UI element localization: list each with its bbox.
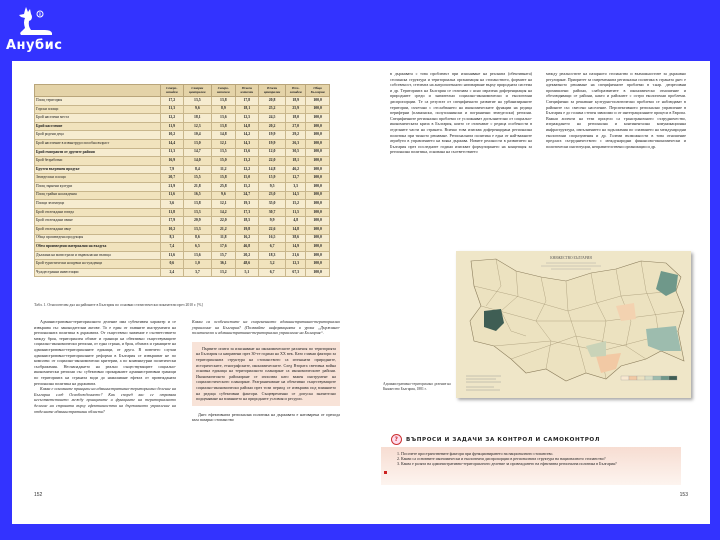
table-cell: 19,8 [235, 225, 258, 234]
table-cell: 13,8 [183, 200, 211, 209]
table-cell: 14,8 [259, 165, 286, 174]
table-row [35, 260, 330, 269]
table-cell: 100,0 [306, 97, 330, 106]
row-label: Брой отглеждани овце [35, 225, 161, 234]
table-cell: 16,5 [183, 191, 211, 200]
row-label: Брутен вътрешен продукт [35, 165, 161, 174]
table-cell: 27,0 [286, 122, 306, 131]
table-row [35, 139, 330, 148]
table-row [35, 174, 330, 183]
table-cell: 21,6 [286, 251, 306, 260]
table-row [35, 131, 330, 140]
table-header-cell: Южен източен [235, 85, 258, 97]
table-cell: 15,2 [235, 182, 258, 191]
table-cell: 6,7 [259, 243, 286, 252]
table-cell: 18,3 [259, 251, 286, 260]
table-cell: 15,2 [286, 200, 306, 209]
table-cell: 7,9 [161, 165, 184, 174]
row-label: Обем произведени материални на въздуха [35, 243, 161, 252]
table-header-cell: Северен централен [183, 85, 211, 97]
table-cell: 17,8 [235, 97, 258, 106]
table-cell: 100,0 [306, 131, 330, 140]
table-cell: 13,6 [235, 148, 258, 157]
table-cell: 100,0 [306, 165, 330, 174]
table-cell: 13,2 [235, 157, 258, 166]
row-label: Дължина на магистрали и първокласни пътища [35, 251, 161, 260]
table-cell: 100,0 [306, 182, 330, 191]
table-cell: 100,0 [306, 225, 330, 234]
table-cell: 15,0 [235, 174, 258, 183]
table-cell: 19,9 [259, 131, 286, 140]
table-cell: 24,5 [259, 114, 286, 123]
table-cell: 12,3 [286, 260, 306, 269]
table-row [35, 251, 330, 260]
logo-text: Анубис [6, 38, 63, 53]
row-label: Брой емигранти от другите райони [35, 148, 161, 157]
table-cell: 20,2 [259, 122, 286, 131]
italic-question-paragraph: Какви са особеностите на съвременното административно-териториално управление на България? (Ползвайте информацията в урока „Държавно-политическо и административно-териториално управление на България“. [192, 319, 340, 336]
table-cell: 15,7 [212, 251, 236, 260]
table-cell: 20,9 [183, 217, 211, 226]
table-row [35, 234, 330, 243]
table-cell: 100,0 [306, 217, 330, 226]
table-cell: 100,0 [306, 114, 330, 123]
questions-heading [391, 434, 600, 445]
table-cell: 17,9 [161, 217, 184, 226]
row-label: Брой населени места [35, 114, 161, 123]
row-label: Брой население [35, 122, 161, 131]
table-row [35, 191, 330, 200]
questions-box [381, 447, 681, 485]
table-cell: 100,0 [306, 243, 330, 252]
table-header-cell: Южен централен [259, 85, 286, 97]
red-square-marker-icon [384, 471, 387, 474]
table-cell: 8,9 [212, 105, 236, 114]
table-cell: 14,8 [235, 122, 258, 131]
historical-map-bulgaria [456, 251, 691, 398]
table-cell: 14,8 [212, 131, 236, 140]
table-cell: 11,3 [161, 148, 184, 157]
table-cell: 0,6 [161, 260, 184, 269]
row-label: Площи зеленчуци [35, 200, 161, 209]
table-cell: 17,2 [161, 97, 184, 106]
table-cell: 2,4 [161, 268, 184, 277]
table-cell: 4,8 [286, 217, 306, 226]
left-column-2 [192, 319, 340, 423]
table-cell: 18,5 [235, 217, 258, 226]
table-cell: 35,0 [259, 200, 286, 209]
table-cell: 7,4 [161, 243, 184, 252]
table-cell: 100,0 [306, 174, 330, 183]
table-cell: 14,2 [235, 131, 258, 140]
table-row [35, 200, 330, 209]
table-row [35, 165, 330, 174]
map-title: КНЯЖЕСТВО БЪЛГАРИЯ [550, 256, 592, 260]
table-cell: 18,1 [286, 157, 306, 166]
table-cell: 14,4 [161, 139, 184, 148]
table-cell: 15,0 [212, 157, 236, 166]
table-cell: 12,1 [212, 139, 236, 148]
table-row [35, 97, 330, 106]
table-cell: 10,4 [183, 131, 211, 140]
table-cell: 38,6 [286, 234, 306, 243]
table-cell: 14,8 [286, 225, 306, 234]
table-cell: 8,4 [183, 165, 211, 174]
row-label: Брой безработни [35, 157, 161, 166]
map-illustration [456, 251, 691, 398]
table-cell: 100,0 [306, 157, 330, 166]
table-cell: 100,0 [306, 234, 330, 243]
table-cell: 13,5 [183, 97, 211, 106]
table-cell: 9,5 [259, 182, 286, 191]
table-cell: 20,8 [259, 97, 286, 106]
table-body [35, 97, 330, 277]
table-cell: 13,8 [212, 97, 236, 106]
table-cell: 13,2 [212, 268, 236, 277]
statistics-table [34, 84, 330, 277]
table-cell: 3,7 [183, 268, 211, 277]
table-row [35, 243, 330, 252]
table-cell: 12,2 [161, 114, 184, 123]
table-cell: 11,6 [161, 191, 184, 200]
row-label: Площ трайни насаждения [35, 191, 161, 200]
table-header-row [35, 85, 330, 97]
row-label: Земеделски площи [35, 174, 161, 183]
table-caption: Табл. 1. Относителен дял на районите в България по основни статистически показатели през 2010 г. [%] [34, 303, 203, 307]
table-cell: 18,9 [286, 97, 306, 106]
map-caption: Административно-териториално деление на Княжество България, 1881 г. [383, 382, 451, 391]
table-cell: 13,0 [183, 139, 211, 148]
table-cell: 20,2 [235, 251, 258, 260]
table-cell: 10,2 [161, 225, 184, 234]
table-header-cell: Северо-западен [161, 85, 184, 97]
paragraph: Административно-териториалното деление има субективен характер и се извършва със законодателни актове. То е един от главните инструменти на регионалната политика в държавата. От съществено значение е съответствието между броя, териториален обхват и граници на обективно съществуващите социално-икономически региони, от една страна, и броя, обхвата и границите на административно-териториалните единици, от друга. В повечето случаи административно-териториалните реформи в България се извършват не по комплекс от социално-икономически критерии, а по конюнктурни политически съображения. Несъвпадането на реално съществуващите социално-икономически региони със субективно прокараните административни граници по територията на страната води до намаляване ефекта от провежданата регионална политика на държавата. [34, 319, 176, 386]
table-cell: 22,0 [212, 217, 236, 226]
table-header-cell [35, 85, 161, 97]
table-cell: 13,3 [183, 225, 211, 234]
table-cell: 100,0 [306, 122, 330, 131]
table-cell: 20,7 [161, 174, 184, 183]
table-cell: 8,3 [161, 234, 184, 243]
table-cell: 13,6 [183, 251, 211, 260]
table-cell: 8,6 [183, 234, 211, 243]
table-cell: 21,9 [161, 182, 184, 191]
svg-text:R: R [38, 12, 42, 17]
row-label: Горски площи [35, 105, 161, 114]
table-cell: 11,6 [161, 251, 184, 260]
table-cell: 48,6 [235, 260, 258, 269]
row-label: Брой население в извънтрудоспособна възраст [35, 139, 161, 148]
table-cell: 17,3 [235, 208, 258, 217]
table-cell: 100,0 [306, 105, 330, 114]
table-cell: 36,1 [212, 260, 236, 269]
table-cell: 1,0 [183, 260, 211, 269]
table-row [35, 157, 330, 166]
table-cell: 100,0 [306, 268, 330, 277]
table-cell: 18,0 [286, 114, 306, 123]
paragraph: в държавата с това проблемът при изясняване на реалната (обективната) стопанска структура и териториална организация на стопанството, формите на собственост, степента на антропогенното натоварване върху природната система и др. Територията на България се отличава с ясно изразена диференциация на природните среди и значителни социално-икономически и екологични диспропорции. Те са резултат от специфичното развитие на урбанизираните територии, съчетано с отслабването на икономическите функции на редица периферни (планински, полупланински и погранични земеделски) региони. Специфичните регионални проблеми се усложняват допълнително от социално-икономическата криза в България, които се отличават с редица особености в отделните части на страната. Всичко това изисква диференцирана регионална политика при тяхното решаване. Регионалната политика е една от най-важните атрибути в управлението на всяка държава. Новите реалности в развитието на България през последните години изискват формулирането на концепция за регионална политика, основана на съответствието [390, 71, 532, 155]
row-label: Чуждестранни инвестиции [35, 268, 161, 277]
table-cell: 6,5 [183, 243, 211, 252]
table-cell: 11,5 [286, 208, 306, 217]
left-column-1 [34, 319, 176, 414]
table-row [35, 122, 330, 131]
table-cell: 25,8 [212, 182, 236, 191]
table-cell: 19,9 [259, 139, 286, 148]
table-cell: 5,1 [235, 268, 258, 277]
page-number-right: 153 [679, 492, 688, 498]
table-cell: 3,2 [259, 260, 286, 269]
table-cell: 11,9 [161, 122, 184, 131]
book-spread [12, 61, 710, 524]
right-column-1 [390, 71, 532, 155]
table-cell: 13,6 [212, 114, 236, 123]
table-cell: 16,5 [259, 234, 286, 243]
table-row [35, 105, 330, 114]
table-cell: 25,9 [286, 105, 306, 114]
table-row [35, 225, 330, 234]
question-item: 2. Какви са основните икономически и екологични диспропорции в регионалната структура на националното стопанство? [401, 456, 673, 461]
row-label: Площ територия [35, 97, 161, 106]
row-label: Брой родени деца [35, 131, 161, 140]
table-cell: 19,3 [235, 200, 258, 209]
question-item: 1. Посочете пространствените фактори при функционирането на националното стопанство. [401, 451, 673, 456]
table-cell: 100,0 [306, 260, 330, 269]
jackal-icon [11, 6, 55, 40]
table-row [35, 217, 330, 226]
table-cell: 3,6 [161, 200, 184, 209]
table-cell: 14,3 [235, 139, 258, 148]
table-cell: 12,5 [235, 114, 258, 123]
table-cell: 18,1 [183, 114, 211, 123]
left-page [12, 61, 361, 524]
table-cell: 9,6 [183, 105, 211, 114]
question-mark-icon: ? [391, 434, 402, 445]
table-cell: 12,1 [212, 200, 236, 209]
row-label: Обща произведена продукция [35, 234, 161, 243]
table-cell: 13,8 [212, 122, 236, 131]
table-cell: 46,2 [286, 165, 306, 174]
table-cell: 10,2 [161, 131, 184, 140]
table-row [35, 182, 330, 191]
right-page [361, 61, 710, 524]
table-cell: 15,9 [259, 174, 286, 183]
paragraph: Днес ефективната регионална политика на държавата е натоварена от прехода към пазарно стопанство [192, 411, 340, 423]
table-cell: 15,8 [212, 174, 236, 183]
table-cell: 17,6 [212, 243, 236, 252]
table-cell: 11,3 [161, 105, 184, 114]
map-light-teal-region [646, 326, 681, 351]
table-cell: 100,0 [306, 208, 330, 217]
table-row [35, 148, 330, 157]
table-cell: 100,0 [306, 200, 330, 209]
table-header-cell: Северо-източен [212, 85, 236, 97]
table-cell: 14,9 [286, 243, 306, 252]
table-cell: 23,0 [259, 191, 286, 200]
table-cell: 14,7 [183, 148, 211, 157]
table-cell: 12,3 [183, 122, 211, 131]
table-cell: 22,0 [259, 157, 286, 166]
table-cell: 13,5 [212, 148, 236, 157]
right-column-2 [546, 71, 686, 149]
table-header-cell: Общо България [306, 85, 330, 97]
table-row [35, 268, 330, 277]
table-cell: 21,8 [183, 182, 211, 191]
table-cell: 6,7 [259, 268, 286, 277]
questions-title: ВЪПРОСИ И ЗАДАЧИ ЗА КОНТРОЛ И САМОКОНТРОЛ [406, 436, 601, 443]
paragraph: Първите опити за изясняване на икономическите различия по територията на България са направени през 30-те години на XX век. Като главни фактори за териториалната структура на стопанството са изтъкнати природните, историческите, етнографските, икономическите. След Втората световна война основна единица на териториалното планиране са икономическите райони. Икономическото райониране се използва като важен инструмент на социалистическото планиране. Разграничаване на обективно съществуващите социално-икономически райони през този период се извършва под влиянието на редица субективни фактори. Същевременно се допуска значително подценяване на влиянието на природните условия и ресурси. [196, 345, 336, 402]
table-cell: 46,8 [235, 243, 258, 252]
table-cell: 21,2 [212, 225, 236, 234]
paragraph: между реалностите на пазарното стопанство и възможностите за държавно регулиране. Приоритет за съвременната регионална политика в страната днес е адекватното решаване на специфичните проблеми в т.нар. депресивни промишлени райони, слаборазвитите в икономическо отношение и обезлюдяващи се райони, както и районите с остри екологични проблеми. Специфични за решаване културно-политически проблеми се наблюдават в районите със смесено население. Перспективното регионално управление в България е до голяма степен зависимо и от интеграционните процеси в Европа. Важни аспекти на тези процеси са трансграничното сътрудничество, изграждането на регионална и континентална комуникационна инфраструктура, изпълнението на задължения по спазването на международни екологични споразумения и др. Големи възможности в това отношение предлага сътрудничеството с международни финансово-икономически и политически институции, неправителствени организации и др. [546, 71, 686, 149]
table-cell: 11,8 [212, 234, 236, 243]
italic-question-paragraph: Каква е основните принципи на административно-териториално деление на България след Освобождението? Как според вас се отразява несъответствието между принципите и функциите на териториалното деление на страната върху ефективността на държавното управление на отделните административни области? [34, 386, 176, 414]
table-cell: 100,0 [306, 139, 330, 148]
question-item: 3. Каква е ролята на административно-териториалното деление за провеждането на ефективна регионална политика в България? [401, 461, 673, 466]
table-cell: 30,7 [259, 208, 286, 217]
table-cell: 12,0 [259, 148, 286, 157]
highlight-box [192, 342, 340, 406]
table-cell: 9,6 [212, 191, 236, 200]
questions-list [389, 451, 673, 466]
table-cell: 100,0 [306, 251, 330, 260]
table-cell: 3,5 [286, 182, 306, 191]
table-cell: 14,2 [212, 208, 236, 217]
table-cell: 25,2 [259, 105, 286, 114]
anubis-logo [6, 6, 63, 58]
table-row [35, 208, 330, 217]
row-label: Брой отглеждани говеда [35, 208, 161, 217]
table-cell: 22,6 [259, 225, 286, 234]
table-cell: 15,5 [183, 174, 211, 183]
table-cell: 24,7 [235, 191, 258, 200]
row-label: Брой туристически нощувки на чужденци [35, 260, 161, 269]
table-cell: 67,3 [286, 268, 306, 277]
table-header-cell: Юго-западен [286, 85, 306, 97]
table-cell: 12,2 [235, 165, 258, 174]
table-cell: 16,2 [235, 234, 258, 243]
row-label: Площ зърнени култури [35, 182, 161, 191]
table-cell: 9,9 [259, 217, 286, 226]
table-cell: 14,0 [183, 157, 211, 166]
table-cell: 11,2 [212, 165, 236, 174]
table-cell: 30,5 [286, 148, 306, 157]
table-cell: 12,7 [286, 174, 306, 183]
map-legend [621, 376, 677, 380]
row-label: Брой отглеждани свине [35, 217, 161, 226]
table-cell: 14,5 [286, 191, 306, 200]
table-cell: 100,0 [306, 191, 330, 200]
table-cell: 100,0 [306, 148, 330, 157]
table-cell: 13,3 [183, 208, 211, 217]
table-cell: 29,2 [286, 131, 306, 140]
table-cell: 16,9 [161, 157, 184, 166]
table-cell: 11,8 [161, 208, 184, 217]
table-cell: 26,3 [286, 139, 306, 148]
page-number-left: 152 [34, 492, 43, 498]
table-row [35, 114, 330, 123]
table-cell: 18,1 [235, 105, 258, 114]
